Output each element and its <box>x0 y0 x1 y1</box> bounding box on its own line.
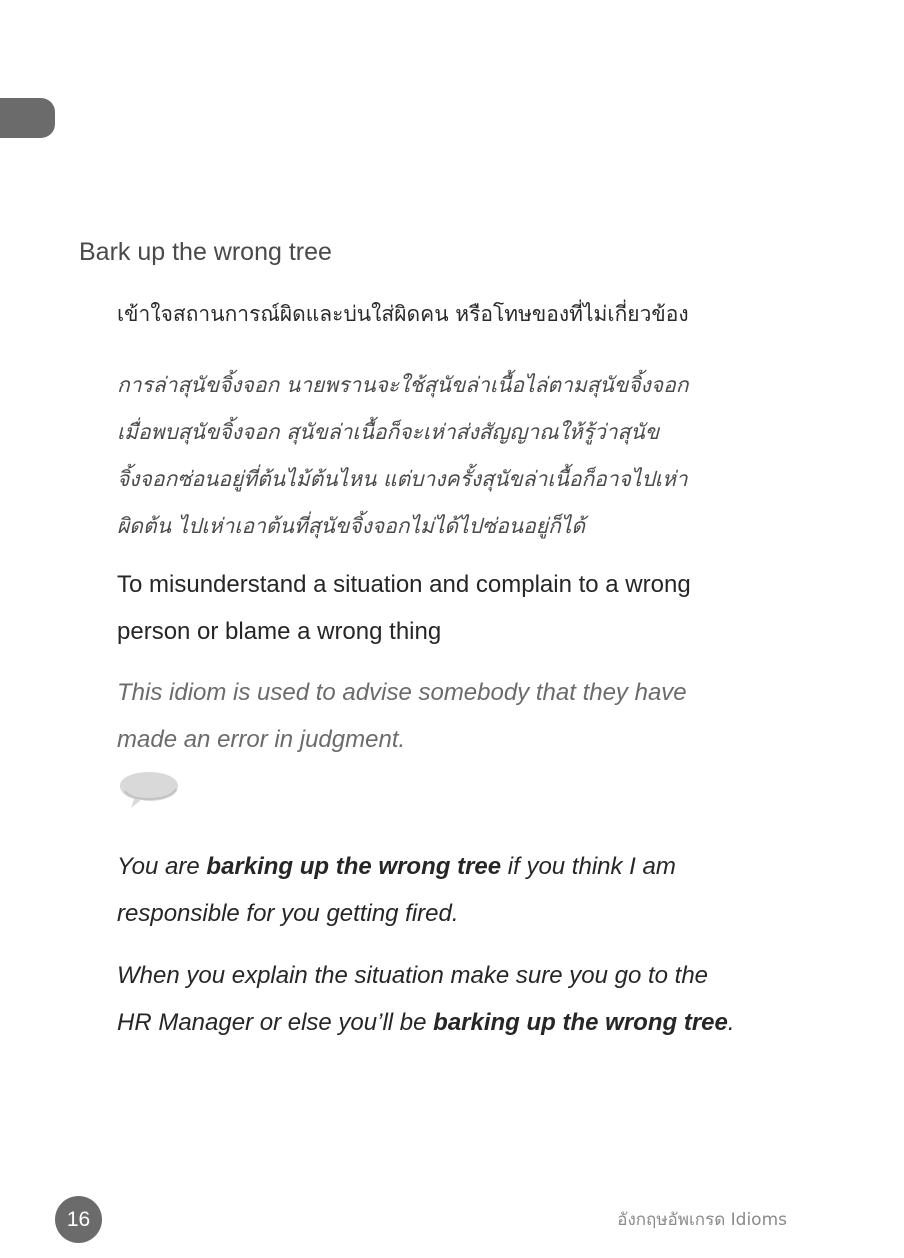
english-meaning <box>117 561 807 655</box>
usage-note-line: This idiom is used to advise somebody that they have <box>117 679 687 706</box>
thai-explanation-line: ผิดต้น ไปเห่าเอาต้นที่สุนัขจิ้งจอกไม่ได้ไปซ่อนอยู่ก็ได้ <box>117 514 585 538</box>
example-text: if you think I am <box>501 853 676 880</box>
example-sentence <box>117 952 817 1046</box>
page-number-badge: 16 <box>55 1196 102 1243</box>
speech-bubble-icon <box>117 770 181 812</box>
thai-explanation-line: จิ้งจอกซ่อนอยู่ที่ต้นไม้ต้นไหน แต่บางครั้งสุนัขล่าเนื้อก็อาจไปเห่า <box>117 467 688 491</box>
thai-meaning: เข้าใจสถานการณ์ผิดและบ่นใส่ผิดคน หรือโทษของที่ไม่เกี่ยวข้อง <box>117 302 689 326</box>
thai-explanation <box>117 362 807 550</box>
chapter-side-tab <box>0 98 55 138</box>
usage-note <box>117 669 807 763</box>
example-line <box>117 952 817 999</box>
example-text: HR Manager or else you’ll be <box>117 1009 434 1036</box>
example-idiom-highlight: barking up the wrong tree <box>206 853 502 880</box>
english-meaning-line: person or blame a wrong thing <box>117 618 442 645</box>
example-line <box>117 890 817 937</box>
example-sentence <box>117 843 817 937</box>
usage-note-line: made an error in judgment. <box>117 726 406 753</box>
example-line <box>117 999 817 1046</box>
example-text: When you explain the situation make sure you go to the <box>117 962 709 989</box>
example-idiom-highlight: barking up the wrong tree <box>433 1009 728 1036</box>
idiom-title: Bark up the wrong tree <box>79 238 332 266</box>
book-title-footer: อังกฤษอัพเกรด Idioms <box>617 1210 787 1230</box>
example-line <box>117 843 817 890</box>
thai-explanation-line: การล่าสุนัขจิ้งจอก นายพรานจะใช้สุนัขล่าเนื้อไล่ตามสุนัขจิ้งจอก <box>117 373 689 397</box>
english-meaning-line: To misunderstand a situation and complain to a wrong <box>117 571 691 598</box>
example-text: responsible for you getting fired. <box>117 900 459 927</box>
example-text: . <box>727 1009 735 1036</box>
thai-explanation-line: เมื่อพบสุนัขจิ้งจอก สุนัขล่าเนื้อก็จะเห่าส่งสัญญาณให้รู้ว่าสุนัข <box>117 420 660 444</box>
example-text: You are <box>117 853 207 880</box>
